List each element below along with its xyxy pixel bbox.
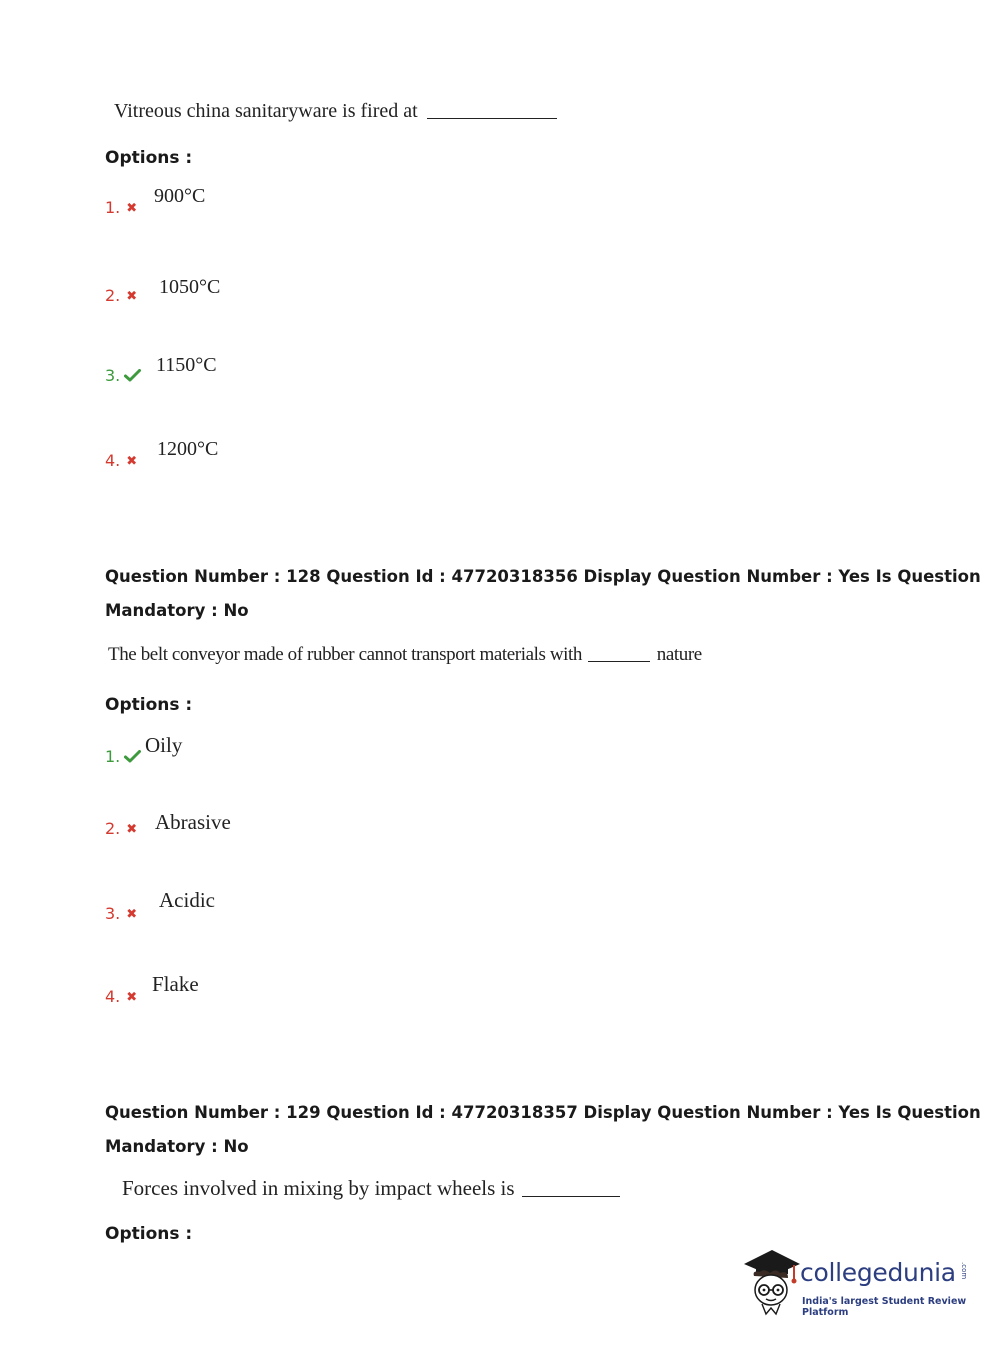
q127-option-2-text: 1050°C: [159, 276, 221, 298]
check-icon: [124, 750, 141, 763]
cross-icon: ✖: [126, 990, 138, 1005]
cross-icon: ✖: [126, 454, 138, 469]
option-number: 2.: [105, 286, 121, 305]
cross-icon: ✖: [126, 289, 138, 304]
q128-option-2-text: Abrasive: [155, 810, 231, 834]
q127-options-label: Options :: [105, 148, 193, 168]
q128-option-3: [105, 904, 137, 923]
option-number: 1.: [105, 747, 121, 766]
q128-text-before: The belt conveyor made of rubber cannot transport materials with: [108, 644, 583, 665]
logo-brand: collegedunia: [800, 1258, 956, 1287]
q128-option-4: [105, 987, 137, 1006]
cross-icon: ✖: [126, 907, 138, 922]
q128-option-3-text: Acidic: [159, 888, 215, 912]
logo-tagline: India's largest Student Review Platform: [802, 1296, 967, 1318]
q129-options-label: Options :: [105, 1224, 193, 1244]
mascot-icon: [742, 1248, 802, 1320]
q128-option-1-text: Oily: [145, 733, 183, 757]
option-number: 4.: [105, 451, 121, 470]
q128-option-1: [105, 747, 141, 766]
q128-option-4-text: Flake: [152, 972, 199, 996]
q127-option-1: [105, 198, 137, 217]
answer-blank: [522, 1178, 620, 1197]
q129-text-content: Forces involved in mixing by impact wheels is: [122, 1176, 515, 1200]
q128-meta-line1: Question Number : 128 Question Id : 47720318356 Display Question Number : Yes Is Question: [105, 567, 981, 586]
answer-blank: [588, 643, 650, 662]
cross-icon: ✖: [126, 822, 138, 837]
q129-meta-line1: Question Number : 129 Question Id : 47720318357 Display Question Number : Yes Is Question: [105, 1103, 981, 1122]
q128-option-2: [105, 819, 137, 838]
q128-text: [108, 643, 702, 666]
option-number: 4.: [105, 987, 121, 1006]
q127-option-3: [105, 366, 141, 385]
q127-option-4: [105, 451, 137, 470]
q128-options-label: Options :: [105, 695, 193, 715]
check-icon: [124, 369, 141, 382]
q128-text-after: nature: [656, 644, 702, 665]
q129-meta-line2: Mandatory : No: [105, 1137, 249, 1156]
q129-text: [122, 1176, 620, 1201]
cross-icon: ✖: [126, 201, 138, 216]
q127-option-2: [105, 286, 137, 305]
option-number: 3.: [105, 904, 121, 923]
q127-option-4-text: 1200°C: [157, 438, 219, 460]
option-number: 2.: [105, 819, 121, 838]
answer-blank: [427, 100, 557, 119]
q127-option-1-text: 900°C: [154, 185, 206, 207]
q127-text: [114, 100, 557, 123]
q127-text-content: Vitreous china sanitaryware is fired at: [114, 100, 418, 122]
option-number: 1.: [105, 198, 121, 217]
q127-option-3-text: 1150°C: [156, 354, 217, 376]
collegedunia-logo: [742, 1248, 972, 1318]
option-number: 3.: [105, 366, 121, 385]
logo-domain: .com: [960, 1262, 968, 1280]
q128-meta-line2: Mandatory : No: [105, 601, 249, 620]
